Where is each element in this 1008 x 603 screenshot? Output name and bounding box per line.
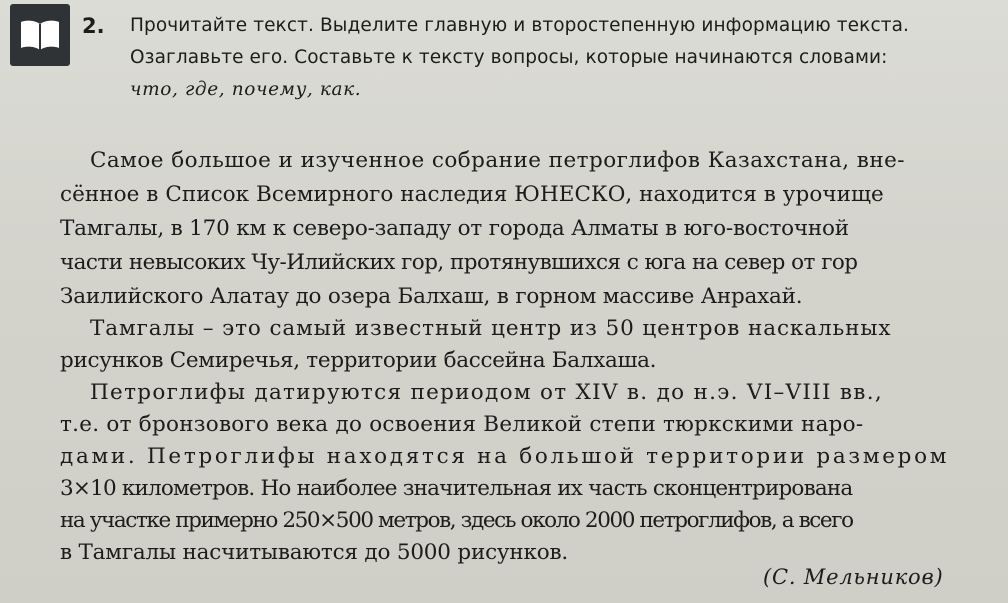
text-line: сённое в Список Всемирного наследия ЮНЕСКО, находится в урочище [60,182,884,207]
text-line: Петроглифы датируются периодом от XIV в. до н.э. VI–VIII вв., [90,380,883,405]
text-line: Тамгалы – это самый известный центр из 50 центров наскальных [90,316,892,341]
text-line: рисунков Семиречья, территории бассейна Балхаша. [60,348,657,373]
text-line: 3×10 километров. Но наиболее значительная их часть сконцентрирована [60,476,853,501]
open-book-icon [10,4,70,66]
task-line: Прочитайте текст. Выделите главную и второстепенную информацию текста. [130,15,910,36]
text-line: дами. Петроглифы находятся на большой территории размером [60,444,950,469]
task-line: Озаглавьте его. Составьте к тексту вопросы, которые начинаются словами: [130,47,888,68]
text-line: в Тамгалы насчитываются до 5000 рисунков. [60,540,569,565]
task-keywords: что, где, почему, как. [130,79,362,100]
text-line: Заилийского Алатау до озера Балхаш, в горном массиве Анрахай. [60,284,803,309]
author-attribution: (С. Мельников) [763,565,944,589]
text-line: части невысоких Чу-Илийских гор, протянувшихся с юга на север от гор [60,250,858,275]
text-line: Тамгалы, в 170 км к северо-западу от города Алматы в юго-восточной [60,216,849,241]
task-number: 2. [82,14,105,38]
text-line: т.е. от бронзового века до освоения Великой степи тюркскими наро- [60,412,864,437]
text-line: Самое большое и изученное собрание петроглифов Казахстана, вне- [90,148,906,173]
text-line: на участке примерно 250×500 метров, здесь около 2000 петроглифов, а всего [60,508,853,533]
